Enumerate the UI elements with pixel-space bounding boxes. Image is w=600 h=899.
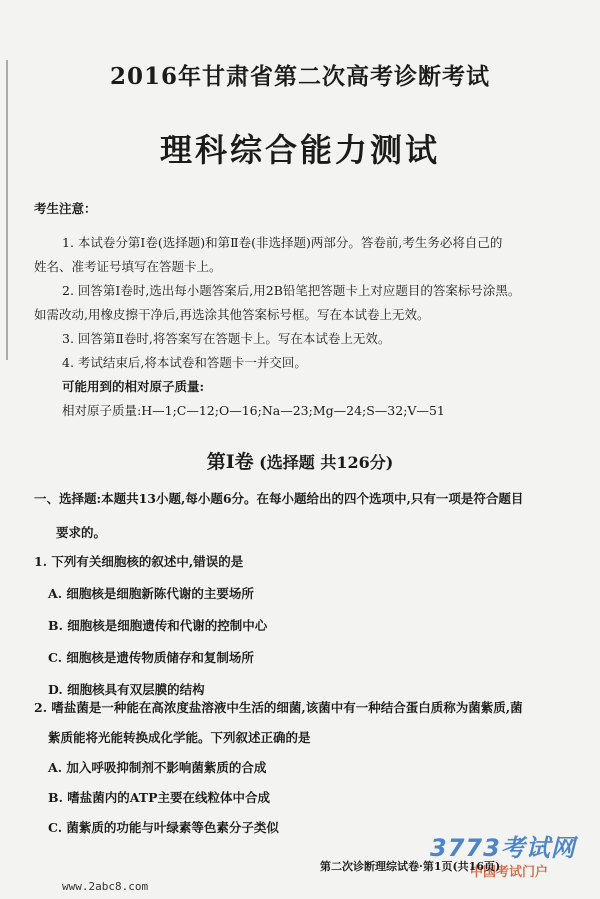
question-stem-line2: 紫质能将光能转换成化学能。下列叙述正确的是 [48, 730, 311, 745]
option-b: B. 嗜盐菌内的ATP主要在线粒体中合成 [48, 790, 270, 805]
option-a: A. 细胞核是细胞新陈代谢的主要场所 [48, 586, 254, 601]
note-item-2-line1: 2. 回答第Ⅰ卷时,选出每小题答案后,用2B铅笔把答题卡上对应题目的答案标号涂黑。 [62, 283, 521, 298]
atomic-mass-values: 相对原子质量:H—1;C—12;O—16;Na—23;Mg—24;S—32;V—51 [62, 403, 445, 418]
watermark-logo-text: 3773考试网 [430, 834, 576, 862]
site-url: www.2abc8.com [62, 880, 149, 893]
section-title [0, 447, 600, 474]
question-stem: 1. 下列有关细胞核的叙述中,错误的是 [34, 554, 244, 569]
option-c: C. 细胞核是遗传物质储存和复制场所 [48, 650, 254, 665]
subject-title: 理科综合能力测试 [159, 131, 440, 169]
exam-title: 2016年甘肃省第二次高考诊断考试 [109, 63, 490, 90]
note-item-2-line2: 如需改动,用橡皮擦干净后,再选涂其他答案标号框。写在本试卷上无效。 [34, 307, 430, 322]
watermark-tagline: 中国考试门户 [470, 865, 549, 880]
intro-line2: 要求的。 [56, 525, 107, 540]
section-subtitle: (选择题 共126分) [259, 453, 394, 472]
question-2 [34, 696, 580, 840]
atomic-mass-heading: 可能用到的相对原子质量: [62, 379, 205, 394]
option-b: B. 细胞核是细胞遗传和代谢的控制中心 [48, 618, 268, 633]
note-item-4: 4. 考试结束后,将本试卷和答题卡一并交回。 [62, 355, 307, 370]
section-roman: 第Ⅰ卷 [206, 451, 254, 473]
option-a: A. 加入呼吸抑制剂不影响菌紫质的合成 [48, 760, 267, 775]
page-footer: 第二次诊断理综试卷·第1页(共16页) [320, 860, 501, 873]
option-d: D. 细胞核具有双层膜的结构 [48, 682, 205, 697]
candidate-notes [34, 199, 574, 423]
option-c: C. 菌紫质的功能与叶绿素等色素分子类似 [48, 820, 279, 835]
choice-intro [34, 487, 580, 545]
note-item-1-line2: 姓名、准考证号填写在答题卡上。 [34, 259, 222, 274]
intro-line1: 一、选择题:本题共13小题,每小题6分。在每小题给出的四个选项中,只有一项是符合题目 [34, 491, 524, 506]
question-1 [34, 550, 580, 702]
binding-line [6, 60, 8, 360]
question-stem-line1: 2. 嗜盐菌是一种能在高浓度盐溶液中生活的细菌,该菌中有一种结合蛋白质称为菌紫质,菌 [34, 700, 523, 715]
note-item-1-line1: 1. 本试卷分第Ⅰ卷(选择题)和第Ⅱ卷(非选择题)两部分。答卷前,考生务必将自己的 [62, 235, 503, 250]
notes-heading: 考生注意： [34, 201, 97, 216]
note-item-3: 3. 回答第Ⅱ卷时,将答案写在答题卡上。写在本试卷上无效。 [62, 331, 391, 346]
